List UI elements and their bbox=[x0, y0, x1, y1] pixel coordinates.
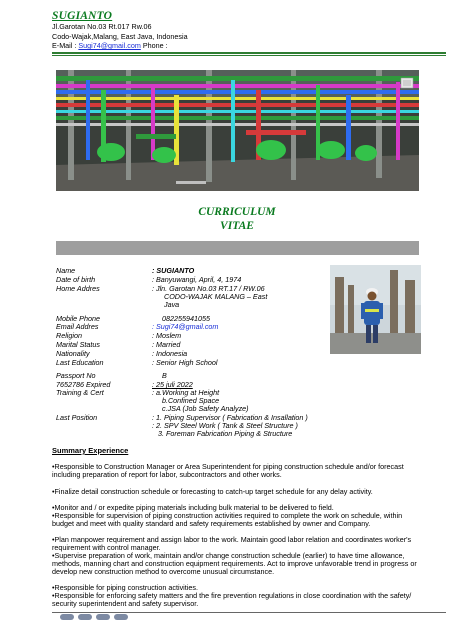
email-link[interactable]: Sugi74@gmail.com bbox=[78, 41, 141, 51]
header-rule-thin bbox=[52, 55, 446, 56]
header-contact bbox=[52, 41, 452, 51]
certification-logo-icon bbox=[96, 614, 110, 620]
value-name: : SUGIANTO bbox=[152, 266, 195, 275]
value-date-of-birth: : Banyuwangi, April, 4, 1974 bbox=[152, 275, 242, 284]
label-nationality: Nationality bbox=[56, 349, 90, 358]
summary-item-5: •Plan manpower requirement and assign labor to the work. Maintain good labor relation and coordinates worker's requirement with control manager. bbox=[52, 535, 412, 553]
value-nationality: : Indonesia bbox=[152, 349, 188, 358]
footer-rule bbox=[52, 612, 446, 621]
navisworks-viewcube-icon bbox=[401, 78, 413, 88]
header-address-2: Codo-Wajak,Malang, East Java, Indonesia bbox=[52, 31, 188, 41]
value-passport-expired: : 25 juli 2022 bbox=[152, 380, 193, 389]
value-mobile-phone: 082255941055 bbox=[162, 314, 210, 323]
profile-photo bbox=[330, 265, 421, 354]
label-marital-status: Marital Status bbox=[56, 340, 100, 349]
cv-title-line2: VITAE bbox=[220, 220, 254, 232]
label-date-of-birth: Date of birth bbox=[56, 275, 96, 284]
label-last-position: Last Position bbox=[56, 413, 98, 422]
certification-logo-icon bbox=[78, 614, 92, 620]
label-home-address: Home Addres bbox=[56, 284, 100, 293]
value-last-education: : Senior High School bbox=[152, 358, 218, 367]
label-name: Name bbox=[56, 266, 76, 275]
summary-item-4: •Responsible for supervision of piping construction activities required to complete the work on schedule, within budget and meet with quality standard and safety requirements established by owner and Company. bbox=[52, 511, 403, 529]
value-home-address-2: CODO-WAJAK MALANG – East bbox=[164, 292, 268, 301]
summary-item-1: •Responsible to Construction Manager or Area Superintendent for piping construction schedule and/or forecast including preparation of report for labor, subcontractors and other works. bbox=[52, 462, 404, 480]
phone-label: Phone : bbox=[142, 41, 168, 51]
cv-title-line1: CURRICULUM bbox=[198, 206, 276, 218]
piping-model-banner bbox=[56, 70, 419, 191]
piping-model-illustration bbox=[56, 70, 419, 191]
header-address-1: Jl.Garotan No.03 Rt.017 Rw.06 bbox=[52, 22, 152, 31]
summary-item-8: •Responsible for enforcing safety matters and the fire prevention regulations in close coordination with the safety/ security superintendent and safety supervisor. bbox=[52, 591, 412, 609]
label-passport-expired: 7652786 Expired bbox=[56, 380, 111, 389]
summary-item-6: •Supervise preparation of work, maintain and/or change construction schedule (earlier) to have time allowance, methods, manning chart and construction equipment requirements. Act to improve unfavorable trend in progress or develop new construction method to overcome unusual circumstance. bbox=[52, 551, 417, 577]
label-religion: Religion bbox=[56, 331, 82, 340]
value-marital-status: : Married bbox=[152, 340, 181, 349]
label-last-education: Last Education bbox=[56, 358, 104, 367]
label-training-cert: Training & Cert bbox=[56, 388, 104, 397]
value-home-address-3: Java bbox=[164, 300, 180, 309]
label-mobile-phone: Mobile Phone bbox=[56, 314, 100, 323]
summary-heading: Summary Experience bbox=[52, 446, 129, 455]
value-training-1: : a.Working at Height bbox=[152, 388, 220, 397]
label-email: Email Addres bbox=[56, 322, 99, 331]
value-position-3: 3. Foreman Fabrication Piping & Structure bbox=[158, 429, 293, 438]
header-name: SUGIANTO bbox=[52, 10, 113, 22]
value-home-address-1: : Jln. Garotan No.03 RT.17 / RW.06 bbox=[152, 284, 265, 293]
summary-item-7: •Responsible for piping construction activities. bbox=[52, 583, 198, 592]
value-position-1: : 1. Piping Supervisor ( Fabrication & Insallation ) bbox=[152, 413, 308, 422]
person-hardhat-photo bbox=[330, 265, 421, 354]
header-rule bbox=[52, 52, 446, 54]
letterhead bbox=[52, 10, 452, 51]
value-training-2: b.Confined Space bbox=[162, 396, 220, 405]
value-position-2: : 2. SPV Steel Work ( Tank & Steel Structure ) bbox=[152, 421, 298, 430]
certification-logo-icon bbox=[60, 614, 74, 620]
value-religion: : Moslem bbox=[152, 331, 182, 340]
summary-item-2: •Finalize detail construction schedule or forecasting to catch-up target schedule for any delay activity. bbox=[52, 487, 373, 496]
summary-item-3: •Monitor and / or expedite piping materials including bulk material to be delivered to field. bbox=[52, 503, 334, 512]
certification-logo-icon bbox=[114, 614, 128, 620]
label-passport-no: Passport No bbox=[56, 371, 96, 380]
value-training-3: c.JSA (Job Safety Analyze) bbox=[162, 404, 249, 413]
section-divider-bar bbox=[56, 241, 419, 255]
email-label: E-Mail : bbox=[52, 41, 77, 51]
value-email[interactable]: : Sugi74@gmail.com bbox=[152, 322, 219, 331]
value-passport-no: B bbox=[162, 371, 167, 380]
